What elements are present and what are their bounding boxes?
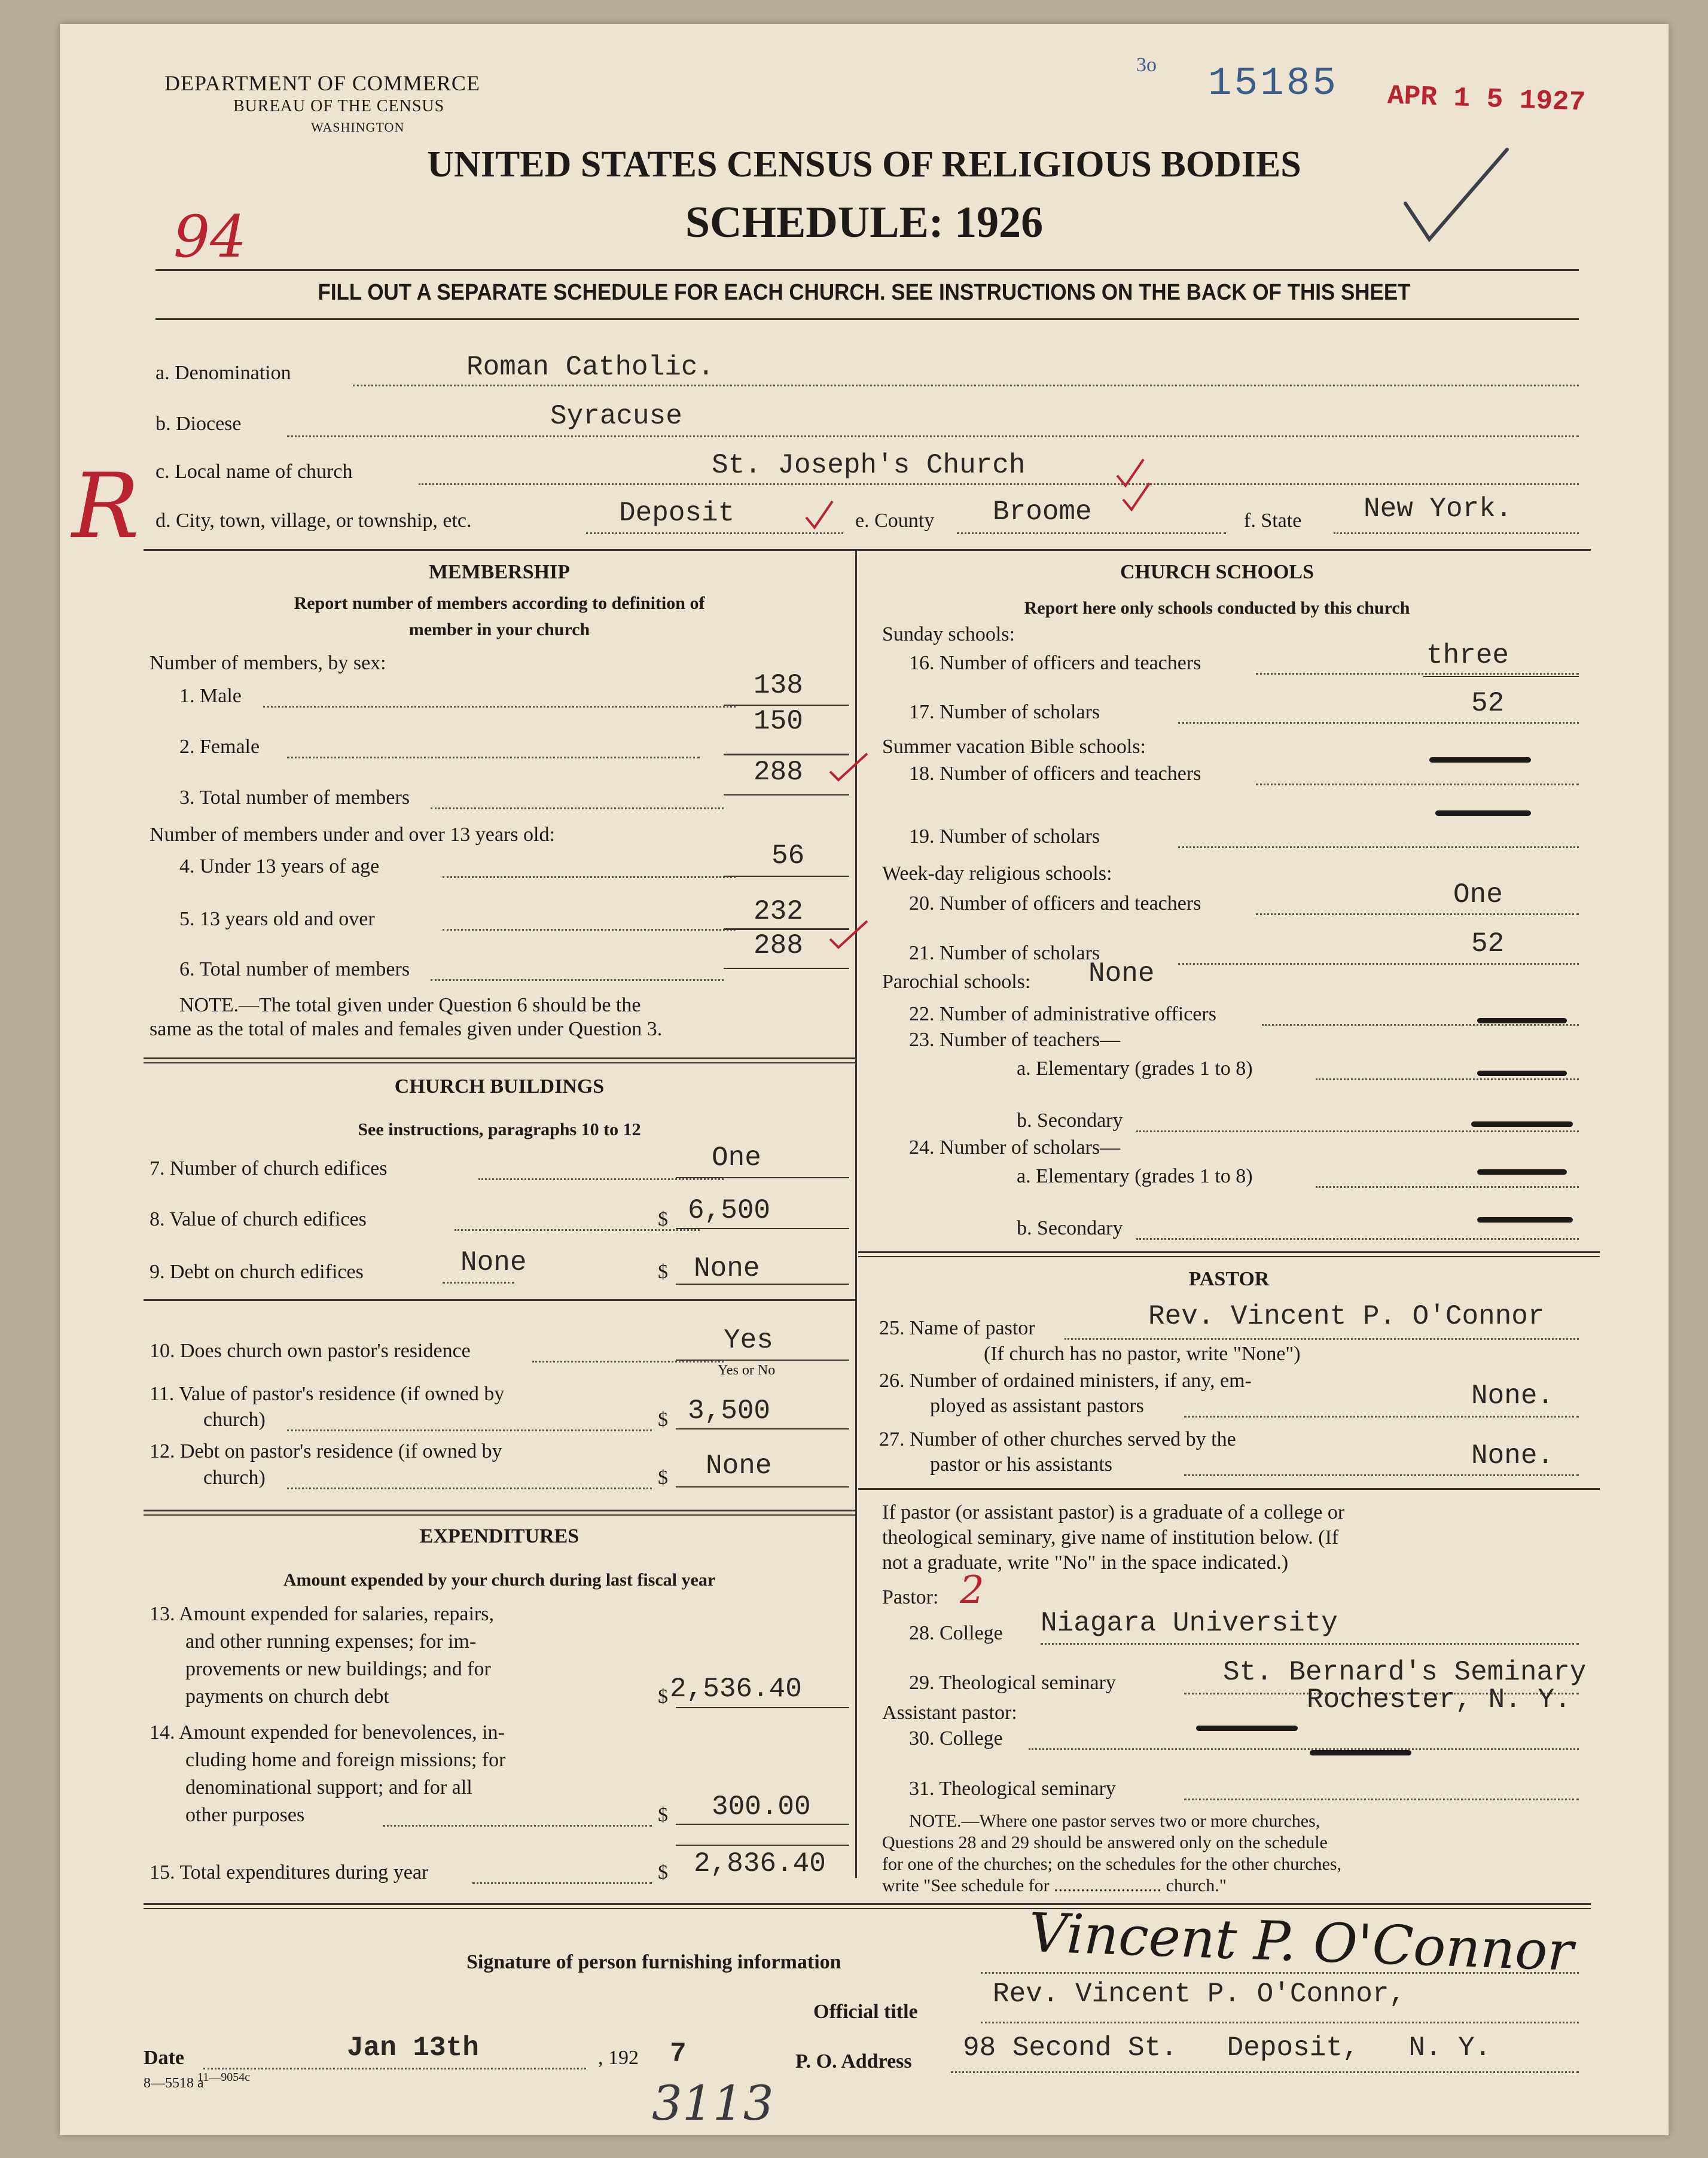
denomination-label: a. Denomination [155,362,291,384]
q15-value: 2,836.40 [694,1848,826,1879]
q22-label: 22. Number of administrative officers [909,1003,1216,1025]
red-check-icon [1118,478,1154,514]
q12-dollar: $ [658,1467,668,1489]
official-title-value: Rev. Vincent P. O'Connor, [993,1979,1406,2010]
q28-college-value: Niagara University [1041,1608,1338,1639]
city-label: d. City, town, village, or township, etc. [155,510,472,532]
q8-value: 6,500 [688,1195,771,1226]
red-check-icon [801,496,837,532]
form-number-2: 11—9054c [197,2071,251,2084]
expenditures-heading: EXPENDITURES [419,1525,580,1547]
church-name-value: St. Joseph's Church [712,450,1026,481]
date-value: Jan 13th [347,2032,479,2063]
graduate-instruction-2: theological seminary, give name of institution below. (If [882,1526,1339,1549]
q29-label: 29. Theological seminary [909,1672,1116,1694]
church-name-label: c. Local name of church [155,461,353,483]
q7-edifices-value: One [712,1142,761,1174]
q26-label-2: ployed as assistant pastors [930,1395,1144,1417]
q9-debt-note: None [460,1247,527,1278]
q15-total-label: 15. Total expenditures during year [150,1861,429,1883]
q21-label: 21. Number of scholars [909,942,1100,964]
assistant-pastor-label: Assistant pastor: [882,1702,1017,1724]
q24a-label: a. Elementary (grades 1 to 8) [1017,1165,1253,1187]
q10-residence-value: Yes [724,1325,773,1356]
q5-over13-value: 232 [754,896,803,927]
q8-value-label: 8. Value of church edifices [150,1208,367,1230]
year-prefix: , 192 [598,2047,639,2069]
church-buildings-sub: See instructions, paragraphs 10 to 12 [358,1120,641,1139]
q17-label: 17. Number of scholars [909,701,1100,723]
q8-dollar: $ [658,1208,668,1230]
q6-total-label: 6. Total number of members [179,958,410,980]
red-pastor-mark: 2 [960,1568,984,1613]
membership-note-1: NOTE.—The total given under Question 6 should be the [179,994,641,1016]
q4-under13-label: 4. Under 13 years of age [179,855,380,877]
red-check-icon [825,748,873,784]
q14-line-4: other purposes [185,1804,305,1826]
q25-label: 25. Name of pastor [879,1317,1035,1339]
summer-schools-label: Summer vacation Bible schools: [882,736,1146,758]
parochial-schools-label: Parochial schools: [882,971,1031,993]
q23-label: 23. Number of teachers— [909,1029,1121,1051]
q14-dollar: $ [658,1804,668,1826]
washington-line: WASHINGTON [311,120,405,135]
red-handwritten-94: 94 [173,203,247,270]
expenditures-sub: Amount expended by your church during last fiscal year [283,1570,716,1590]
q5-over13-label: 5. 13 years old and over [179,908,375,930]
city-value: Deposit [619,498,735,529]
po-address-value: 98 Second St. Deposit, N. Y. [963,2032,1492,2063]
diocese-value: Syracuse [550,401,682,432]
diocese-label: b. Diocese [155,413,242,435]
q2-female-label: 2. Female [179,736,260,758]
parochial-schools-value: None [1088,958,1155,989]
q20-value: One [1453,879,1503,910]
q3-total-label: 3. Total number of members [179,787,410,809]
q10-yes-no-hint: Yes or No [718,1363,776,1378]
q12-value: None [706,1450,772,1482]
q27-value: None. [1471,1440,1554,1471]
q14-line-1: 14. Amount expended for benevolences, in- [150,1721,505,1744]
membership-intro-1: Report number of members according to definition of [294,593,705,613]
q16-value: three [1426,640,1509,671]
q24-label: 24. Number of scholars— [909,1136,1121,1159]
q13-line-2: and other running expenses; for im- [185,1630,477,1653]
q9-debt-value: None [694,1253,760,1284]
po-address-label: P. O. Address [795,2050,912,2072]
pastor-heading: PASTOR [1188,1268,1270,1290]
pastor-note-4: write "See schedule for ........................ church." [882,1876,1227,1895]
q11-label-1: 11. Value of pastor's residence (if owned by [150,1383,505,1405]
red-check-icon [825,915,873,951]
q25-hint: (If church has no pastor, write "None") [984,1343,1301,1365]
q27-label-1: 27. Number of other churches served by the [879,1428,1236,1450]
state-value: New York. [1364,493,1512,525]
separate-schedule-instruction: FILL OUT A SEPARATE SCHEDULE FOR EACH CHURCH. SEE INSTRUCTIONS ON THE BACK OF THIS SHEET [318,280,1411,305]
q13-dollar: $ [658,1685,668,1708]
q14-line-3: denominational support; and for all [185,1776,472,1799]
date-label: Date [144,2047,184,2069]
q13-line-4: payments on church debt [185,1685,389,1708]
red-handwritten-r: R [72,455,139,559]
department-line: DEPARTMENT OF COMMERCE [164,71,480,95]
q11-value: 3,500 [688,1395,771,1427]
q31-label: 31. Theological seminary [909,1778,1116,1800]
form-title: UNITED STATES CENSUS OF RELIGIOUS BODIES [427,144,1301,185]
q16-label: 16. Number of officers and teachers [909,652,1201,674]
county-label: e. County [855,510,935,532]
official-title-label: Official title [813,2001,918,2023]
q14-line-2: cluding home and foreign missions; for [185,1749,506,1771]
q19-label: 19. Number of scholars [909,825,1100,848]
bureau-line: BUREAU OF THE CENSUS [233,97,445,115]
q12-label-2: church) [203,1467,266,1489]
q13-line-1: 13. Amount expended for salaries, repairs, [150,1603,494,1625]
q25-pastor-name: Rev. Vincent P. O'Connor [1148,1301,1545,1332]
q10-residence-label: 10. Does church own pastor's residence [150,1340,471,1362]
q27-label-2: pastor or his assistants [930,1453,1113,1476]
membership-note-2: same as the total of males and females given under Question 3. [150,1018,663,1040]
q1-male-value: 138 [754,670,803,701]
pastor-label: Pastor: [882,1586,939,1608]
received-date-stamp: APR 1 5 1927 [1387,80,1587,118]
q29-seminary-value: St. Bernard's Seminary [1223,1657,1587,1688]
membership-heading: MEMBERSHIP [428,561,571,583]
q30-label: 30. College [909,1727,1003,1749]
q6-total-value: 288 [754,930,803,961]
pastor-note-1: NOTE.—Where one pastor serves two or more churches, [909,1811,1320,1831]
state-label: f. State [1244,510,1302,532]
q23b-label: b. Secondary [1017,1110,1123,1132]
signature-label: Signature of person furnishing information [466,1951,841,1973]
pencil-top-note: 3o [1136,54,1157,76]
membership-intro-2: member in your church [408,620,590,639]
q20-label: 20. Number of officers and teachers [909,892,1201,915]
q24b-label: b. Secondary [1017,1217,1123,1239]
pencil-bottom-note: 3113 [652,2075,774,2131]
q1-male-label: 1. Male [179,685,242,707]
denomination-value: Roman Catholic. [466,352,715,383]
weekday-schools-label: Week-day religious schools: [882,862,1112,885]
q12-label-1: 12. Debt on pastor's residence (if owned by [150,1440,502,1462]
church-schools-sub: Report here only schools conducted by this church [1024,598,1410,618]
pastor-note-2: Questions 28 and 29 should be answered only on the schedule [882,1833,1328,1852]
year-digit: 7 [670,2038,687,2069]
members-by-sex-label: Number of members, by sex: [150,652,386,674]
schedule-year: SCHEDULE: 1926 [685,198,1044,247]
pastor-note-3: for one of the churches; on the schedules for the other churches, [882,1854,1342,1874]
church-schools-heading: CHURCH SCHOOLS [1120,561,1314,583]
q2-female-value: 150 [754,706,803,737]
q3-total-value: 288 [754,757,803,788]
q21-value: 52 [1471,928,1505,959]
q9-dollar: $ [658,1261,668,1283]
q13-line-3: provements or new buildings; and for [185,1658,491,1680]
graduate-instruction-3: not a graduate, write "No" in the space indicated.) [882,1552,1289,1574]
q11-dollar: $ [658,1409,668,1431]
stamp-number: 15185 [1208,61,1339,106]
graduate-instruction-1: If pastor (or assistant pastor) is a graduate of a college or [882,1501,1345,1523]
census-schedule-sheet [60,24,1669,2135]
sunday-schools-label: Sunday schools: [882,623,1015,645]
q28-label: 28. College [909,1622,1003,1644]
q29-seminary-location: Rochester, N. Y. [1307,1684,1571,1715]
q7-edifices-label: 7. Number of church edifices [150,1157,388,1179]
q15-dollar: $ [658,1861,668,1883]
q26-label-1: 26. Number of ordained ministers, if any, em- [879,1370,1252,1392]
q11-label-2: church) [203,1409,266,1431]
q26-value: None. [1471,1380,1554,1412]
q18-label: 18. Number of officers and teachers [909,763,1201,785]
church-buildings-heading: CHURCH BUILDINGS [394,1075,605,1098]
q14-value: 300.00 [712,1791,811,1822]
handwritten-signature: Vincent P. O'Connor [1027,1901,1575,1983]
q13-value: 2,536.40 [670,1674,802,1705]
county-value: Broome [993,496,1092,528]
q17-value: 52 [1471,688,1505,719]
form-number: 8—5518 a [144,2075,204,2091]
members-by-age-label: Number of members under and over 13 years old: [150,824,555,846]
q23a-label: a. Elementary (grades 1 to 8) [1017,1057,1253,1080]
q4-under13-value: 56 [771,840,805,871]
q9-debt-label: 9. Debt on church edifices [150,1261,364,1283]
